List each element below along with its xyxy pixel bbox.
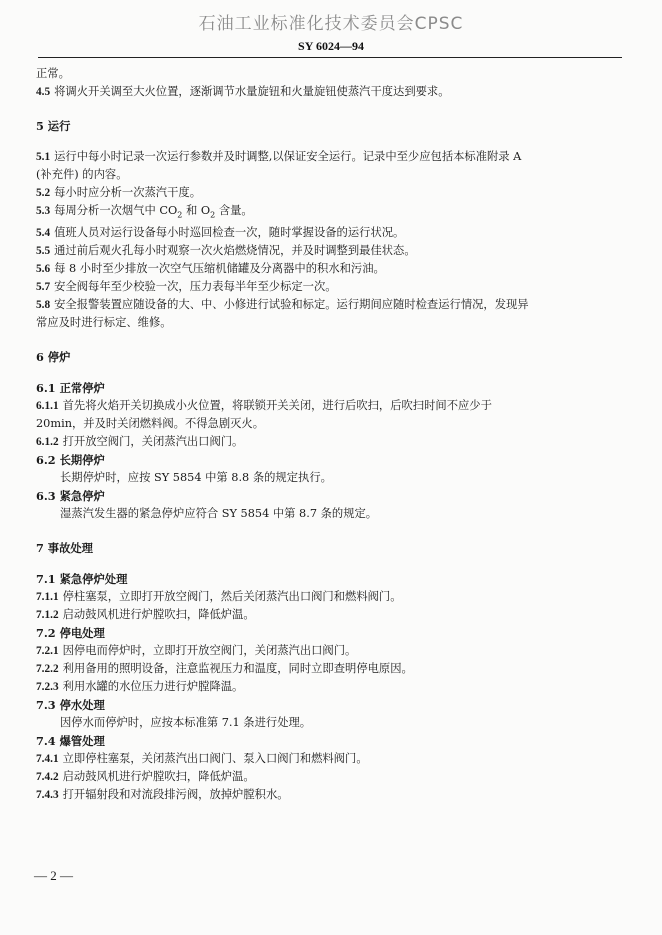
- clause-6-1-1-cont: 20min，并及时关闭燃料阀。不得急剧灭火。: [36, 417, 265, 431]
- subsection-heading-7-4: 7.4 爆管处理: [36, 734, 105, 749]
- clause-number: 4.5: [36, 86, 51, 98]
- clause-text: 启动鼓风机进行炉膛吹扫，降低炉温。: [62, 608, 255, 622]
- clause-text: 打开放空阀门，关闭蒸汽出口阀门。: [62, 435, 244, 449]
- clause-number: 6.1.2: [36, 436, 59, 449]
- clause-number: 7.4.3: [36, 789, 59, 802]
- clause-text: 含量。: [215, 204, 253, 217]
- subsection-heading-6-3: 6.3 紧急停炉: [36, 489, 105, 504]
- subsection-heading-7-1: 7.1 紧急停炉处理: [36, 572, 128, 587]
- clause-5-1-cont: (补充件) 的内容。: [36, 168, 128, 181]
- clause-number: 7.1.2: [36, 609, 59, 622]
- subscript: 2: [177, 210, 183, 220]
- clause-5-6: [36, 261, 616, 277]
- clause-text: 立即停柱塞泵，关闭蒸汽出口阀门、泵入口阀门和燃料阀门。: [62, 752, 368, 766]
- clause-7-4-1: [36, 751, 616, 767]
- clause-5-3: [36, 203, 616, 223]
- page-number: — 2 —: [34, 868, 73, 883]
- clause-number: 5.1: [36, 151, 51, 163]
- clause-number: 7.2.3: [36, 681, 59, 694]
- clause-7-1-1: [36, 589, 616, 605]
- clause-number: 5.8: [36, 299, 51, 312]
- clause-5-4: [36, 225, 616, 241]
- clause-text: 每 8 小时至少排放一次空气压缩机储罐及分离器中的积水和污油。: [54, 262, 385, 276]
- clause-text: 启动鼓风机进行炉膛吹扫，降低炉温。: [62, 770, 255, 784]
- clause-number: 5.3: [36, 205, 51, 217]
- clause-text: 停柱塞泵，立即打开放空阀门，然后关闭蒸汽出口阀门和燃料阀门。: [62, 590, 402, 604]
- clause-4-5: [36, 84, 616, 100]
- clause-text: 安全阀每年至少校验一次，压力表每半年至少标定一次。: [54, 280, 337, 294]
- section-heading-7: 7 事故处理: [36, 541, 93, 556]
- clause-number: 7.4.2: [36, 771, 59, 784]
- clause-text: 安全报警装置应随设备的大、中、小修进行试验和标定。运行期间应随时检查运行情况，发现异: [54, 298, 529, 312]
- clause-6-1-1: [36, 398, 616, 414]
- clause-text: 值班人员对运行设备每小时巡回检查一次，随时掌握设备的运行状况。: [54, 226, 405, 240]
- clause-text: 利用水罐的水位压力进行炉膛降温。: [62, 680, 244, 694]
- clause-7-4-3: [36, 787, 616, 803]
- clause-text: 首先将火焰开关切换成小火位置，将联锁开关关闭，进行后吹扫，后吹扫时间不应少于: [62, 399, 492, 413]
- section-heading-6: 6 停炉: [36, 350, 71, 365]
- clause-7-2-1: [36, 643, 616, 659]
- watermark-header: 石油工业标准化技术委员会CPSC: [198, 14, 464, 34]
- subsection-heading-7-3: 7.3 停水处理: [36, 698, 105, 713]
- standard-number: SY 6024—94: [298, 39, 364, 53]
- clause-number: 6.1.1: [36, 400, 59, 413]
- clause-5-2: [36, 185, 616, 201]
- paragraph: 长期停炉时，应按 SY 5854 中第 8.8 条的规定执行。: [60, 471, 332, 485]
- clause-number: 7.4.1: [36, 753, 59, 766]
- clause-7-4-2: [36, 769, 616, 785]
- clause-number: 5.2: [36, 187, 51, 199]
- clause-text: 运行中每小时记录一次运行参数并及时调整,以保证安全运行。记录中至少应包括本标准附录 A: [54, 150, 522, 163]
- clause-number: 7.2.2: [36, 663, 59, 676]
- clause-5-1: [36, 149, 616, 165]
- clause-text: 通过前后观火孔每小时观察一次火焰燃烧情况，并及时调整到最佳状态。: [54, 244, 416, 258]
- subscript: 2: [210, 210, 216, 220]
- clause-text: 每周分析一次烟气中 CO: [54, 204, 178, 217]
- clause-number: 5.5: [36, 245, 51, 258]
- clause-5-8-cont: 常应及时进行标定、维修。: [36, 316, 172, 330]
- clause-7-1-2: [36, 607, 616, 623]
- subsection-heading-7-2: 7.2 停电处理: [36, 626, 105, 641]
- section-heading-5: 5 运行: [36, 119, 71, 133]
- clause-5-8: [36, 297, 616, 313]
- subsection-heading-6-1: 6.1 正常停炉: [36, 381, 105, 396]
- clause-number: 5.4: [36, 227, 51, 240]
- clause-text: 利用备用的照明设备，注意监视压力和温度，同时立即查明停电原因。: [62, 662, 413, 676]
- paragraph: 因停水而停炉时，应按本标准第 7.1 条进行处理。: [60, 716, 312, 730]
- clause-number: 7.2.1: [36, 645, 59, 658]
- clause-number: 5.7: [36, 281, 51, 294]
- clause-number: 5.6: [36, 263, 51, 276]
- clause-7-2-2: [36, 661, 616, 677]
- clause-text: 每小时应分析一次蒸汽干度。: [54, 186, 201, 199]
- clause-text: 因停电而停炉时，立即打开放空阀门，关闭蒸汽出口阀门。: [62, 644, 357, 658]
- clause-6-1-2: [36, 434, 616, 450]
- clause-text: 和 O: [182, 204, 211, 217]
- document-body: [36, 66, 616, 805]
- paragraph: 正常。: [36, 67, 70, 80]
- clause-text: 将调火开关调至大火位置，逐渐调节水量旋钮和火量旋钮使蒸汽干度达到要求。: [54, 85, 450, 98]
- paragraph: 湿蒸汽发生器的紧急停炉应符合 SY 5854 中第 8.7 条的规定。: [60, 507, 378, 521]
- clause-text: 打开辐射段和对流段排污阀，放掉炉膛积水。: [62, 788, 289, 802]
- clause-7-2-3: [36, 679, 616, 695]
- clause-number: 7.1.1: [36, 591, 59, 604]
- subsection-heading-6-2: 6.2 长期停炉: [36, 453, 105, 468]
- clause-5-5: [36, 243, 616, 259]
- header-rule: [38, 57, 622, 58]
- clause-5-7: [36, 279, 616, 295]
